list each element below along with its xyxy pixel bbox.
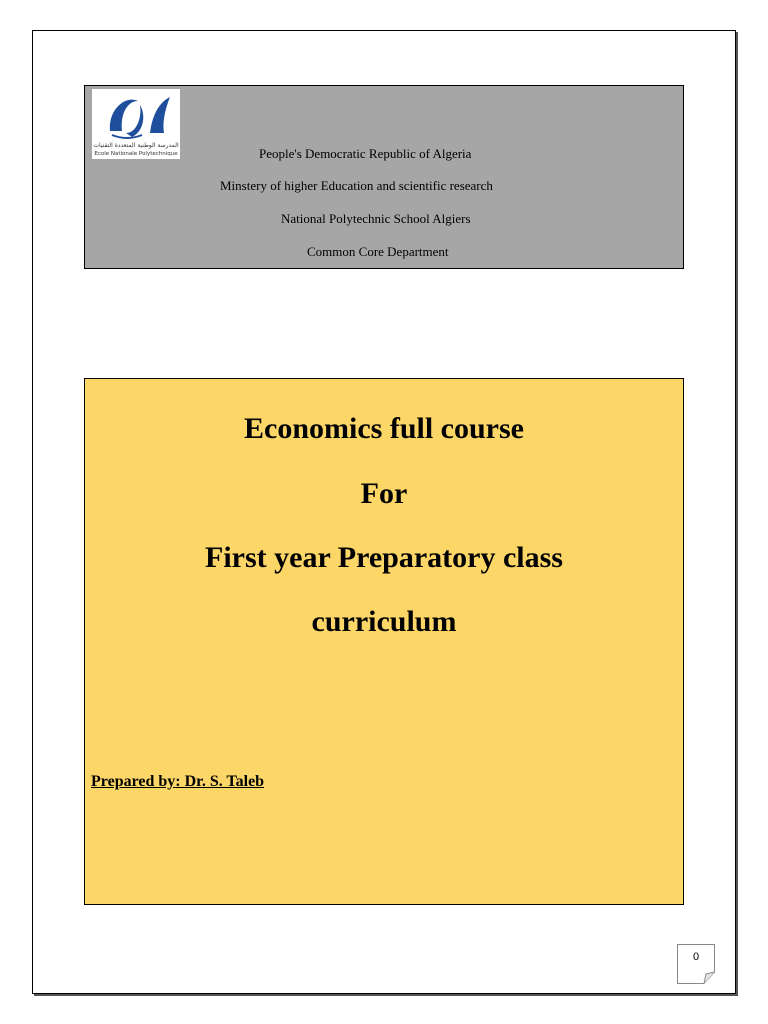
page-number-badge (677, 944, 715, 984)
prepared-by: Prepared by: Dr. S. Taleb (91, 773, 265, 790)
svg-text:المدرسة الوطنية المتعددة التقن: المدرسة الوطنية المتعددة التقنيات (93, 142, 179, 149)
course-title: Economics full course (244, 412, 524, 445)
logo-emblem-icon (92, 89, 180, 159)
course-curriculum: curriculum (311, 605, 457, 638)
page-number: 0 (692, 951, 700, 963)
title-box (84, 378, 684, 905)
course-audience: First year Preparatory class (205, 541, 563, 574)
header-box (84, 85, 684, 269)
header-country: People's Democratic Republic of Algeria (259, 146, 472, 161)
course-title-for: For (360, 477, 408, 510)
header-department: Common Core Department (307, 244, 449, 259)
folded-page-icon (677, 944, 715, 984)
school-logo (92, 89, 180, 159)
header-ministry: Minstery of higher Education and scientific research (220, 178, 493, 193)
header-school: National Polytechnic School Algiers (281, 211, 471, 226)
svg-text:Ecole Nationale Polytechnique: Ecole Nationale Polytechnique (94, 151, 178, 157)
